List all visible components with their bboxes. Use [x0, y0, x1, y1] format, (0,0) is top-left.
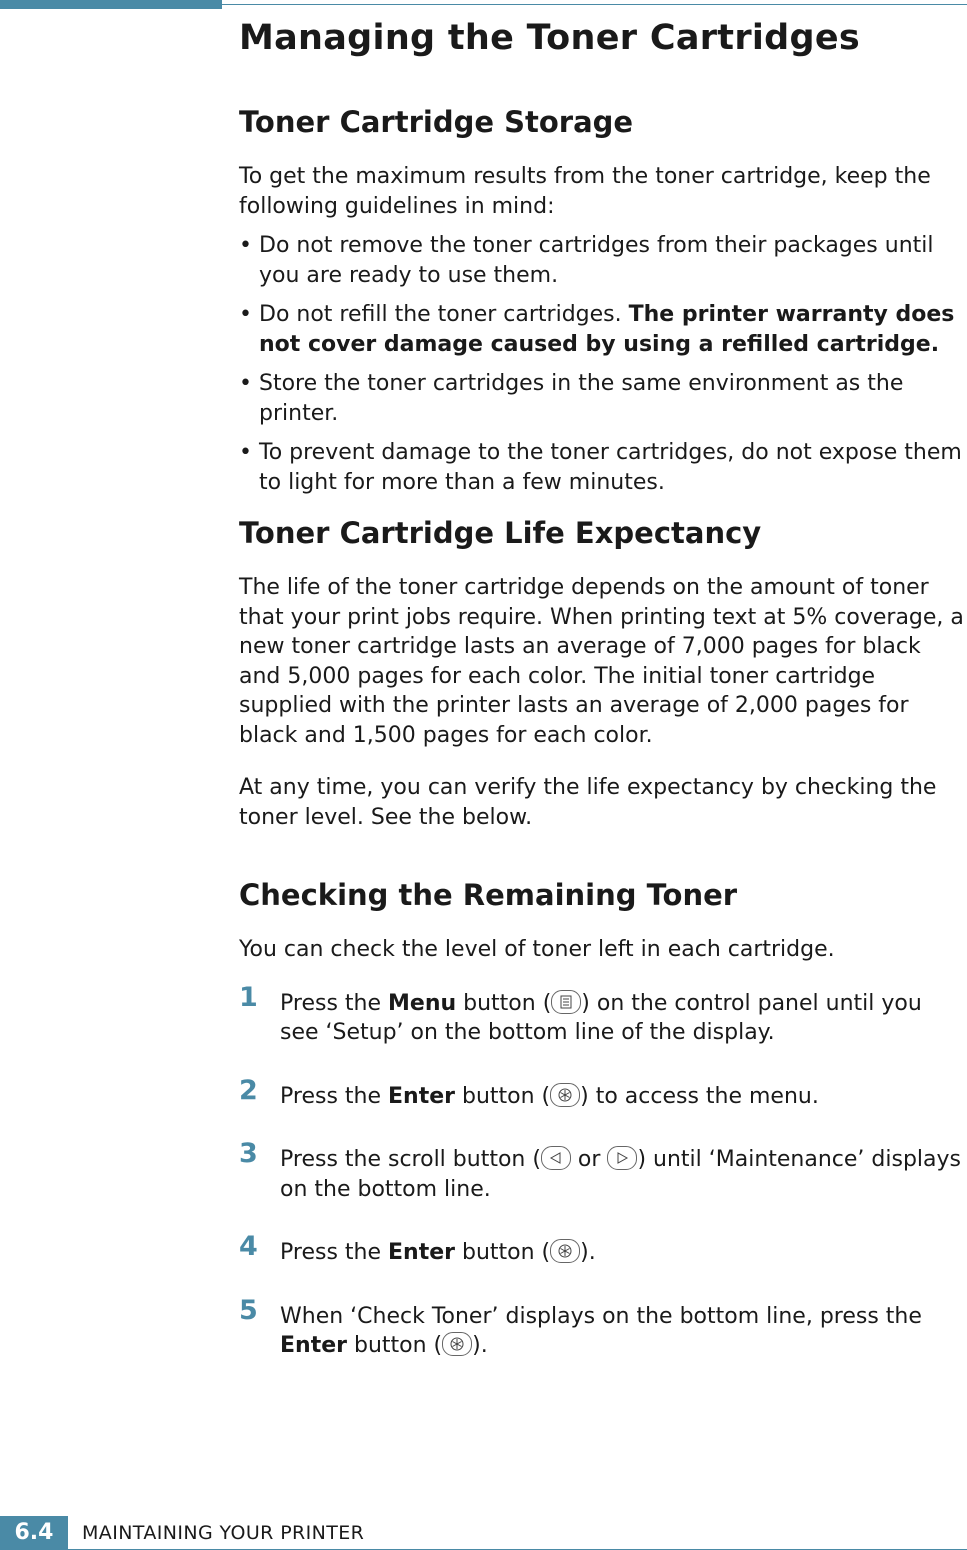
enter-key-icon	[550, 1083, 580, 1107]
page-title: Managing the Toner Cartridges	[239, 18, 861, 58]
step-5: 5 When ‘Check Toner’ displays on the bottom line, press the Enter button ( ).	[239, 1294, 922, 1358]
remaining-steps	[239, 981, 964, 1361]
life-heading: Toner Cartridge Life Expectancy	[239, 516, 762, 550]
step-3: 3 Press the scroll button ( or ) until ‘Maintenance’ displays on the bottom line.	[239, 1138, 961, 1202]
list-item: • Do not remove the toner cartridges from their packages until you are ready to use them.	[239, 233, 934, 288]
scroll-right-key-icon	[607, 1146, 637, 1170]
enter-key-icon	[442, 1332, 472, 1356]
list-item: • Store the toner cartridges in the same environment as the printer.	[239, 371, 904, 426]
main-content	[239, 104, 964, 1395]
step-1: 1 Press the Menu button ( ) on the control panel until you see ‘Setup’ on the bottom line of the display.	[239, 981, 922, 1045]
storage-guidelines	[239, 231, 964, 497]
storage-heading: Toner Cartridge Storage	[239, 105, 634, 139]
life-paragraph-2: At any time, you can verify the life expectancy by checking the toner level. See the below.	[239, 775, 937, 830]
step-4: 4 Press the Enter button ( ).	[239, 1231, 596, 1265]
remaining-heading: Checking the Remaining Toner	[239, 878, 738, 912]
header-accent-bar	[0, 0, 222, 9]
step-2: 2 Press the Enter button ( ) to access the menu.	[239, 1074, 819, 1109]
scroll-left-key-icon	[541, 1146, 571, 1170]
warranty-warning: The printer warranty does not cover damage caused by using a refilled cartridge.	[259, 302, 955, 357]
storage-intro: To get the maximum results from the toner cartridge, keep the following guidelines in mind:	[239, 164, 931, 219]
menu-key-icon	[551, 990, 581, 1014]
enter-key-icon	[550, 1239, 580, 1263]
remaining-intro: You can check the level of toner left in each cartridge.	[239, 937, 835, 962]
header-rule	[222, 4, 967, 5]
life-paragraph-1: The life of the toner cartridge depends on the amount of toner that your print jobs require. When printing text at 5% coverage, a new toner cartridge lasts an average of 7,000 pages for black and 5,000 pages for each color. The initial toner cartridge supplied with the printer lasts an average of 2,000 pages for black and 1,500 pages for each color.	[239, 575, 964, 748]
chapter-title: MAINTAINING YOUR PRINTER	[82, 1522, 365, 1544]
page-number: 6.4	[0, 1516, 68, 1550]
list-item: • Do not refill the toner cartridges. The printer warranty does not cover damage caused by using a refilled cartridge.	[239, 302, 955, 357]
list-item: • To prevent damage to the toner cartridges, do not expose them to light for more than a few minutes.	[239, 440, 962, 495]
